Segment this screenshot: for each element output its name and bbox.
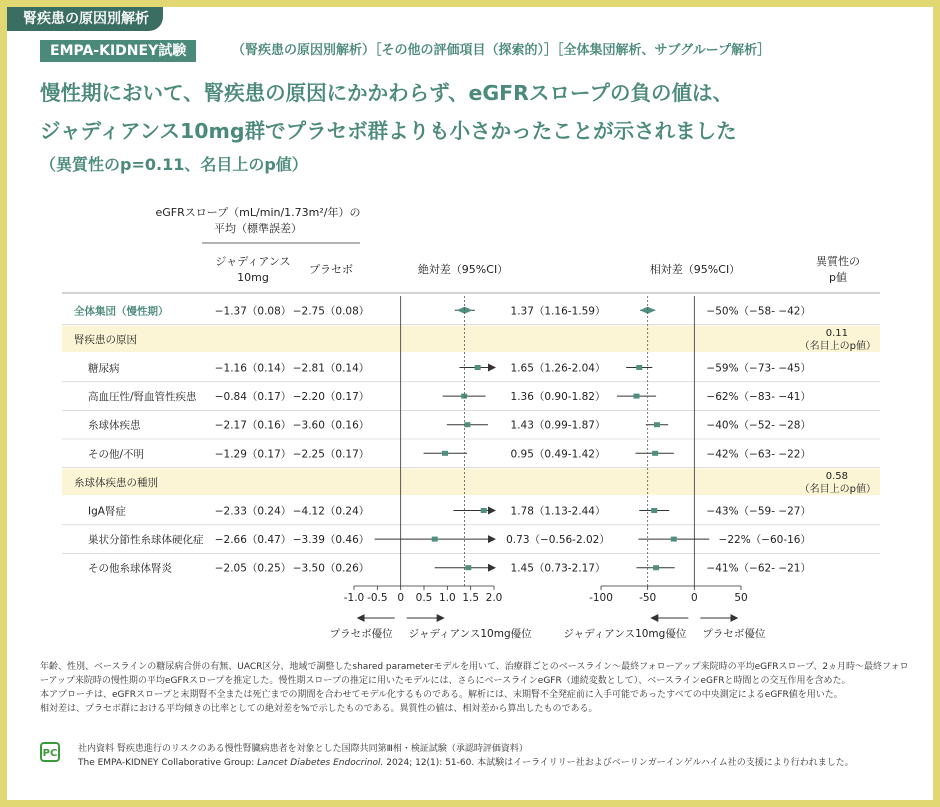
jardiance-mean-se: −1.16（0.14） — [214, 362, 292, 375]
subgroup-label: IgA腎症 — [88, 505, 126, 518]
placebo-mean-se: −2.75（0.08） — [292, 305, 370, 318]
overall-label: 全体集団（慢性期） — [74, 305, 169, 318]
headline-line-3: （異質性のp=0.11、名目上のp値） — [40, 155, 308, 174]
relative-diff-value: −22%（−60-16） — [718, 534, 811, 547]
absolute-tick-label: 1.5 — [462, 592, 480, 604]
headline-line-1: 慢性期において、腎疾患の原因にかかわらず、eGFRスロープの負の値は、 — [40, 81, 733, 105]
heterogeneity-p-note: （名目上のp値） — [799, 340, 876, 352]
relative-left-favor-label: ジャディアンス10mg優位 — [563, 628, 687, 640]
study-badge: EMPA-KIDNEY試験 — [40, 40, 196, 62]
relative-diff-value: −62%（−83- −41） — [706, 391, 811, 404]
absolute-point-estimate — [442, 451, 448, 456]
jardiance-mean-se: −1.37（0.08） — [214, 305, 292, 318]
placebo-mean-se: −3.60（0.16） — [292, 419, 370, 432]
heterogeneity-p-value: 0.11 — [825, 327, 848, 339]
relative-tick-label: -50 — [639, 592, 657, 604]
placebo-mean-se: −3.50（0.26） — [292, 562, 370, 575]
jardiance-header-2: 10mg — [237, 271, 269, 284]
jardiance-mean-se: −2.05（0.25） — [214, 562, 292, 575]
placebo-mean-se: −2.20（0.17） — [292, 391, 370, 404]
absolute-diff-value: 1.37（1.16-1.59） — [510, 305, 606, 318]
jardiance-mean-se: −2.33（0.24） — [214, 505, 292, 518]
absolute-tick-label: 0.5 — [415, 592, 433, 604]
heterogeneity-p-note: （名目上のp値） — [799, 483, 876, 495]
absolute-diff-header: 絶対差（95%CI） — [417, 263, 509, 276]
absolute-tick-label: 0 — [397, 592, 405, 604]
placebo-mean-se: −2.81（0.14） — [292, 362, 370, 375]
headline-line-2: ジャディアンス10mg群でプラセボ群よりも小さかったことが示されました — [40, 119, 737, 143]
jardiance-mean-se: −1.29（0.17） — [214, 448, 292, 461]
relative-diff-value: −40%（−52- −28） — [706, 419, 811, 432]
relative-point-estimate — [651, 508, 657, 513]
absolute-tick-label: 1.0 — [438, 592, 456, 604]
subgroup-label: 糸球体疾患 — [88, 419, 141, 432]
subgroup-label: その他/不明 — [88, 448, 145, 461]
placebo-mean-se: −2.25（0.17） — [292, 448, 370, 461]
absolute-point-estimate — [481, 508, 487, 513]
relative-right-favor-label: プラセボ優位 — [702, 628, 766, 640]
relative-point-estimate — [671, 537, 677, 542]
subgroup-label: 糖尿病 — [88, 362, 120, 375]
pc-logo-icon: PC — [40, 742, 60, 762]
jardiance-mean-se: −2.66（0.47） — [214, 534, 292, 547]
relative-point-estimate — [654, 422, 660, 427]
egfr-header-2: 平均（標準誤差） — [214, 222, 302, 235]
footnote-2: 本アプローチは、eGFRスロープと末期腎不全または死亡までの期間を合わせてモデル化するものである。解析には、末期腎不全発症前に入手可能であったすべての中央測定によるeGFR値を用いた。 — [40, 690, 843, 700]
absolute-right-favor-label: ジャディアンス10mg優位 — [408, 628, 532, 640]
footnote-1: 年齢、性別、ベースラインの糖尿病合併の有無、UACR区分、地域で調整したshared parameterモデルを用いて、治療群ごとのベースライン～最終フォローアップ来院時の平均eGFRスロープ、2ヵ月時～最終フォローアップ来院時の慢性期の平均eGFRスロープを推定した。慢性期スロープの推定に用いたモデルには、さらにベースラインeGFR（連続変数として）、ベースラインeGFRと時間との交互作用を含めた。 — [40, 662, 909, 686]
absolute-diff-value: 0.95（0.49-1.42） — [510, 448, 606, 461]
absolute-diff-value: 1.78（1.13-2.44） — [510, 505, 606, 518]
relative-diff-value: −41%（−62- −21） — [706, 562, 811, 575]
placebo-mean-se: −3.39（0.46） — [292, 534, 370, 547]
absolute-diff-value: 1.45（0.73-2.17） — [510, 562, 606, 575]
relative-diff-header: 相対差（95%CI） — [649, 263, 741, 276]
section-band — [62, 326, 880, 353]
relative-point-estimate — [652, 451, 658, 456]
jardiance-mean-se: −2.17（0.16） — [214, 419, 292, 432]
reference-details: 2024; 12(1): 51-60. 本試験はイーライリリー社およびベーリンガーインゲルハイム社の支援により行われました。 — [383, 758, 854, 768]
absolute-diff-value: 1.36（0.90-1.82） — [510, 391, 606, 404]
heterogeneity-p-value: 0.58 — [825, 470, 848, 482]
absolute-point-estimate — [464, 422, 470, 427]
subgroup-label: 巣状分節性糸球体硬化症 — [88, 534, 204, 547]
egfr-header-1: eGFRスロープ（mL/min/1.73m²/年）の — [155, 206, 361, 219]
jardiance-header-1: ジャディアンス — [215, 255, 291, 268]
jardiance-mean-se: −0.84（0.17） — [214, 391, 292, 404]
relative-diff-value: −43%（−59- −27） — [706, 505, 811, 518]
reference-journal: Lancet Diabetes Endocrinol. — [257, 758, 384, 768]
absolute-diff-value: 1.65（1.26-2.04） — [510, 362, 606, 375]
reference-line-2 — [78, 756, 854, 770]
section-label: 糸球体疾患の種別 — [74, 476, 158, 489]
relative-tick-label: -100 — [589, 592, 613, 604]
absolute-tick-label: 2.0 — [485, 592, 503, 604]
absolute-point-estimate — [432, 537, 438, 542]
relative-diff-value: −59%（−73- −45） — [706, 362, 811, 375]
section-tab: 腎疾患の原因別解析 — [7, 7, 163, 31]
relative-point-estimate — [653, 565, 659, 570]
relative-point-estimate — [633, 394, 639, 399]
relative-tick-label: 0 — [690, 592, 698, 604]
relative-diff-value: −42%（−63- −22） — [706, 448, 811, 461]
section-label: 腎疾患の原因 — [74, 333, 137, 346]
heterogeneity-header-2: p値 — [829, 271, 847, 284]
absolute-tick-label: -1.0 — [343, 592, 365, 604]
absolute-point-estimate — [461, 394, 467, 399]
footnotes — [40, 660, 910, 716]
footnote-3: 相対差は、プラセボ群における平均傾きの比率としての絶対差を%で示したものである。異質性の値は、相対差から算出したものである。 — [40, 704, 598, 714]
relative-point-estimate — [636, 365, 642, 370]
section-band — [62, 469, 880, 496]
relative-tick-label: 50 — [734, 592, 748, 604]
heterogeneity-header-1: 異質性の — [816, 255, 860, 268]
reference-authors: The EMPA-KIDNEY Collaborative Group: — [78, 758, 258, 768]
analysis-subtitle: （腎疾患の原因別解析）［その他の評価項目（探索的）］［全体集団解析、サブグループ解析］ — [232, 43, 771, 58]
absolute-tick-label: -0.5 — [367, 592, 388, 604]
subgroup-label: その他糸球体腎炎 — [88, 562, 172, 575]
absolute-diff-value: 1.43（0.99-1.87） — [510, 419, 606, 432]
reference-line-1: 社内資料 腎疾患進行のリスクのある慢性腎臓病患者を対象とした国際共同第Ⅲ相・検証試験（承認時評価資料） — [78, 744, 528, 754]
placebo-mean-se: −4.12（0.24） — [292, 505, 370, 518]
absolute-point-estimate — [465, 565, 471, 570]
absolute-point-estimate — [475, 365, 481, 370]
absolute-left-favor-label: プラセボ優位 — [329, 628, 393, 640]
subgroup-label: 高血圧性/腎血管性疾患 — [88, 391, 197, 404]
absolute-diff-value: 0.73（−0.56-2.02） — [506, 534, 610, 547]
placebo-header: プラセボ — [309, 263, 353, 276]
relative-diff-value: −50%（−58- −42） — [706, 305, 811, 318]
references — [78, 742, 854, 770]
